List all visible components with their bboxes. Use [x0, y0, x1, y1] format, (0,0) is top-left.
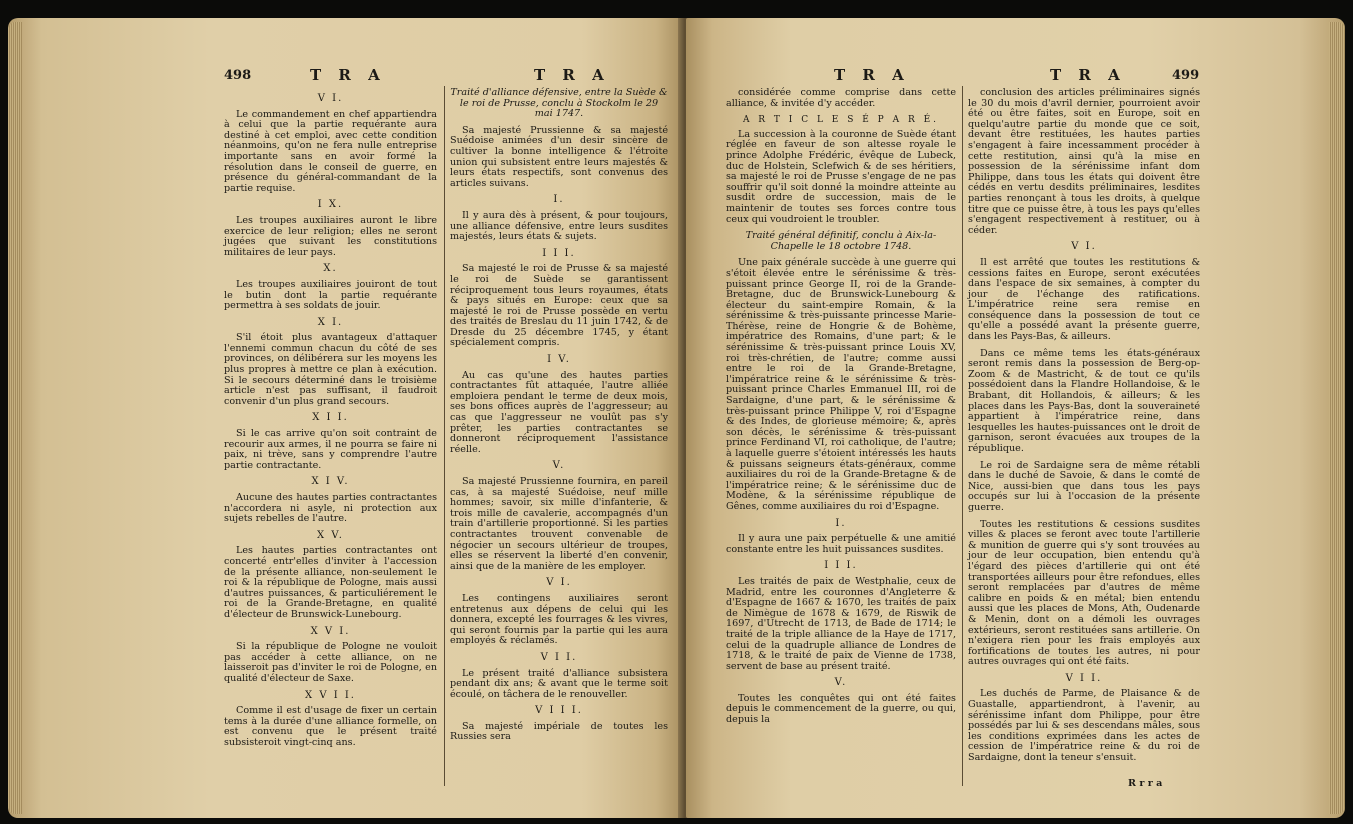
paragraph: Le roi de Sardaigne sera de même rétabli dans le duché de Savoie, & dans le comté de Nice, aussi-bien que dans tous les pays occupés sur lui à l'occasion de la présente guerre.	[968, 459, 1200, 513]
article-heading: V.	[552, 460, 566, 472]
paragraph: Sa majesté Prussienne fournira, en pareil cas, à sa majesté Suédoise, neuf mille hommes; savoir, six mille d'infanterie, & trois mille de cavalerie, accompagnés d'un train d'artillerie proportionné. Si les parties contractantes trouvent convenable de négocier un secours ultérieur de troupes, elles se réservent la liberté d'en convenir, ainsi que de la manière de les employer.	[450, 476, 668, 572]
article-heading: I.	[835, 517, 847, 529]
paragraph: Dans ce même tems les états-généraux seront remis dans la possession de Berg-op-Zoom & de Mastricht, & de tout ce qu'ils possédoient dans la Flandre Hollandoise, & le Brabant, dit Hollandois, & ailleurs; & les places dans les Pays-Bas, dont la souveraineté appartient à l'impératrice reine, dans lesquelles les hautes-puissances ont le droit de garnison, seront évacuées aux troupes de la république.	[968, 347, 1200, 454]
article-heading: I.	[553, 194, 565, 206]
paragraph: Les hautes parties contractantes ont concerté entr'elles d'inviter à l'accession de la présente alliance, non-seulement le roi & la république de Pologne, mais aussi d'autres puissances, & particuliérement le roi de la Grande-Bretagne, en qualité d'électeur de Brunswick-Lunebourg.	[224, 545, 437, 620]
left-page-column-1	[224, 88, 437, 754]
paragraph: S'il étoit plus avantageux d'attaquer l'ennemi commun chacun du côté de ses provinces, on délibérera sur les moyens les plus propres à mettre ce plan à exécution. Si le secours déterminé dans le troisième article n'est pas suffisant, il faudroit convenir d'un plus grand secours.	[224, 332, 437, 407]
page-number-right: 499	[1172, 68, 1200, 83]
paragraph: Au cas qu'une des hautes parties contractantes fût attaquée, l'autre alliée emploiera pendant le terme de deux mois, ses bons offices auprès de l'aggresseur; au cas que l'aggresseur ne voulût pas s'y prêter, les parties contractantes se donneront réciproquement l'assistance réelle.	[450, 369, 668, 455]
article-heading: V I I.	[1065, 672, 1103, 684]
article-heading: I V.	[547, 354, 571, 366]
article-heading: X I I.	[312, 412, 349, 424]
article-heading: V I.	[546, 577, 572, 589]
article-heading: X I V.	[311, 476, 350, 488]
column-rule-left	[444, 86, 445, 786]
page-number-left: 498	[224, 68, 252, 83]
treaty-title: Traité d'alliance défensive, entre la Suède & le roi de Prusse, conclu à Stockolm le 29 mai 1747.	[450, 87, 668, 120]
running-head-left-col2: T R A	[534, 66, 610, 84]
page-edges-right	[1329, 22, 1345, 814]
paragraph: La succession à la couronne de Suède étant réglée en faveur de son altesse royale le prince Adolphe Frédéric, évêque de Lubeck, duc de Holstein, Sclefwich & de ses héritiers, sa majesté le roi de Prusse s'engage de ne pas souffrir qu'il soit donné la moindre atteinte au susdit ordre de succession, mais de le maintenir de toutes ses forces contre tous ceux qui voudroient le troubler.	[726, 128, 956, 225]
paragraph: Les contingens auxiliaires seront entretenus aux dépens de celui qui les donnera, excepté les fourrages & les vivres, qui seront fournis par la partie qui les aura employés & réclamés.	[450, 592, 668, 647]
article-heading: I I I.	[542, 247, 576, 259]
section-caption: A R T I C L E S É P A R É.	[742, 115, 940, 126]
article-heading: X V I.	[310, 625, 351, 637]
paragraph: Une paix générale succède à une guerre qui s'étoit élevée entre le sérénissime & très-puissant prince George II, roi de la Grande-Bretagne, duc de Brunswick-Lunebourg & électeur du saint-empire Romain, & la sérénissime & très-puissante princesse Marie-Thérèse, reine de Hongrie & de Bohème, impératrice des Romains, d'une part; & le sérénissime & très-puissant prince Louis XV, roi très-chrétien, de l'autre; comme aussi entre le roi de la Grande-Bretagne, l'impératrice reine & le sérénissime & très-puissant prince Charles Emmanuel III, roi de Sardaigne, d'une part, & le sérénissime & très-puissant prince Philippe V, roi d'Espagne & des Indes, de glorieuse mémoire; &, après son décès, le sérénissime & très-puissant prince Ferdinand VI, roi catholique, de l'autre; à laquelle guerre s'étoient intéressés les hauts & puissans seigneurs états-généraux, comme auxiliaires du roi de la Grande-Bretagne & de l'impératrice reine; & le sérénissime duc de Modène, & la sérénissime république de Gênes, comme auxiliaires du roi d'Espagne.	[726, 257, 956, 512]
article-heading: X I.	[317, 316, 344, 328]
paragraph: Sa majesté le roi de Prusse & sa majesté le roi de Suède se garantissent réciproquement tous leurs royaumes, états & pays situés en Europe: ceux que sa majesté le roi de Prusse possède en vertu des traités de Breslau du 11 juin 1742, & de Dresde du 25 décembre 1745, y étant spécialement compris.	[450, 263, 668, 349]
page-edges-left	[8, 22, 22, 814]
paragraph: Sa majesté impériale de toutes les Russies sera	[450, 720, 668, 743]
paragraph: Les troupes auxiliaires auront le libre exercice de leur religion; elles ne seront jugées que suivant les constitutions militaires de leur pays.	[224, 214, 437, 258]
article-heading: V I.	[1071, 241, 1097, 253]
paragraph: Aucune des hautes parties contractantes n'accordera ni asyle, ni protection aux sujets rebelles de l'autre.	[224, 492, 437, 525]
article-heading: X.	[323, 263, 338, 275]
paragraph: Le commandement en chef appartiendra à celui que la partie requérante aura destiné à cet emploi, avec cette condition néanmoins, qu'on ne fera nulle entreprise importante sans en avoir formé la résolution dans le conseil de guerre, en présence du général-commandant de la partie requise.	[224, 108, 437, 194]
right-page-column-1	[726, 88, 956, 732]
paragraph: Il y aura dès à présent, & pour toujours, une alliance défensive, entre leurs susdites majestés, leurs états & sujets.	[450, 209, 668, 243]
right-page	[686, 18, 1345, 818]
column-rule-right	[962, 86, 963, 786]
article-heading: V I I.	[540, 651, 578, 663]
article-heading: I I I.	[824, 560, 858, 572]
treaty-title: Traité général définitif, conclu à Aix-la-Chapelle le 18 octobre 1748.	[745, 230, 937, 252]
paragraph: Les duchés de Parme, de Plaisance & de Guastalle, appartiendront, à l'avenir, au sérénissime infant dom Philippe, pour être possédés par lui & ses descendans mâles, sous les conditions exprimées dans les actes de cession de l'impératrice reine & du roi de Sardaigne, dont la teneur s'ensuit.	[968, 688, 1200, 764]
article-heading: V.	[834, 677, 848, 689]
paragraph: Il est arrêté que toutes les restitutions & cessions faites en Europe, seront exécutées dans l'espace de six semaines, à compter du jour de l'échange des ratifications. L'impératrice reine sera remise en conséquence dans la possession de tout ce qu'elle a possédé avant la présente guerre, dans les Pays-Bas, & ailleurs.	[968, 256, 1200, 343]
paragraph: Si la république de Pologne ne vouloit pas accéder à cette alliance, on ne laisseroit pas d'inviter le roi de Pologne, en qualité d'électeur de Saxe.	[224, 641, 437, 684]
article-heading: V I.	[317, 93, 344, 104]
paragraph: considérée comme comprise dans cette alliance, & invitée d'y accéder.	[726, 87, 956, 109]
paragraph: Il y aura une paix perpétuelle & une amitié constante entre les huit puissances susdites.	[726, 533, 956, 555]
paragraph: Sa majesté Prussienne & sa majesté Suédoise animées d'un desir sincère de cultiver la bonne intelligence & l'étroite union qui subsistent entre leurs majestés & leurs états respectifs, sont convenus des articles suivans.	[450, 124, 668, 189]
paragraph: Toutes les restitutions & cessions susdites villes & places se feront avec toute l'artillerie & munition de guerre qui s'y sont trouvées au jour de leur occupation, bien entendu qu'à l'égard des pièces d'artillerie qui ont été transportées ailleurs pour être refondues, elles seront remplacées par d'autres de même calibre en poids & en métal; bien entendu aussi que les places de Mons, Ath, Oudenarde & Menin, dont on a démoli les ouvrages extérieurs, seront restituées sans artillerie. On n'exigera rien pour les frais employés aux fortifications de toutes les autres, ni pour autres ouvrages qui ont été faits.	[968, 518, 1200, 668]
paragraph: Comme il est d'usage de fixer un certain tems à la durée d'une alliance formelle, on est convenu que le présent traité subsisteroit vingt-cinq ans.	[224, 705, 437, 748]
running-head-right-col2: T R A	[1050, 66, 1126, 84]
paragraph: Toutes les conquêtes qui ont été faites depuis le commencement de la guerre, ou qui, depuis la	[726, 692, 956, 726]
paragraph: conclusion des articles préliminaires signés le 30 du mois d'avril dernier, pourroient avoir été ou être faites, soit en Europe, soit en quelqu'autre partie du monde que ce soit, devant être restituées, les hautes parties s'engagent à faire incessamment procéder à cette restitution, ainsi qu'à la mise en possession de la sérénissime infant dom Philippe, dans tous les états qui doivent être cédés en vertu desdits préliminaires, lesdites parties renonçant à tous les droits, à quelque titre que ce puisse être, à tous les pays qu'elles s'engagent respectivement à restituer, ou à céder.	[968, 87, 1200, 236]
running-head-left-col1: T R A	[310, 66, 386, 84]
article-heading: I X.	[317, 199, 344, 211]
paragraph: Si le cas arrive qu'on soit contraint de recourir aux armes, il ne pourra se faire ni paix, ni trève, sans y comprendre l'autre partie contractante.	[224, 428, 437, 471]
paragraph: Le présent traité d'alliance subsistera pendant dix ans; & avant que le terme soit écoulé, on tâchera de le renouveller.	[450, 667, 668, 700]
left-page-column-2	[450, 88, 668, 749]
article-heading: V I I I.	[535, 705, 583, 717]
running-head-right-col1: T R A	[834, 66, 910, 84]
paragraph: Les traités de paix de Westphalie, ceux de Madrid, entre les couronnes d'Angleterre & d'Espagne de 1667 & 1670, les traités de paix de Nimègue de 1678 & 1679, de Riswik de 1697, d'Utrecht de 1713, de Bade de 1714; le traité de la triple alliance de la Haye de 1717, celui de la quadruple alliance de Londres de 1718, & le traité de paix de Vienne de 1738, servent de base au présent traité.	[726, 575, 956, 672]
right-page-column-2	[968, 88, 1200, 770]
catchword: R r r a	[1128, 778, 1163, 789]
paragraph: Les troupes auxiliaires jouiront de tout le butin dont la partie requérante permettra à ses soldats de jouir.	[224, 278, 437, 312]
left-page	[8, 18, 683, 818]
article-heading: X V I I.	[305, 689, 356, 701]
article-heading: X V.	[317, 529, 344, 541]
open-book	[8, 18, 1345, 818]
